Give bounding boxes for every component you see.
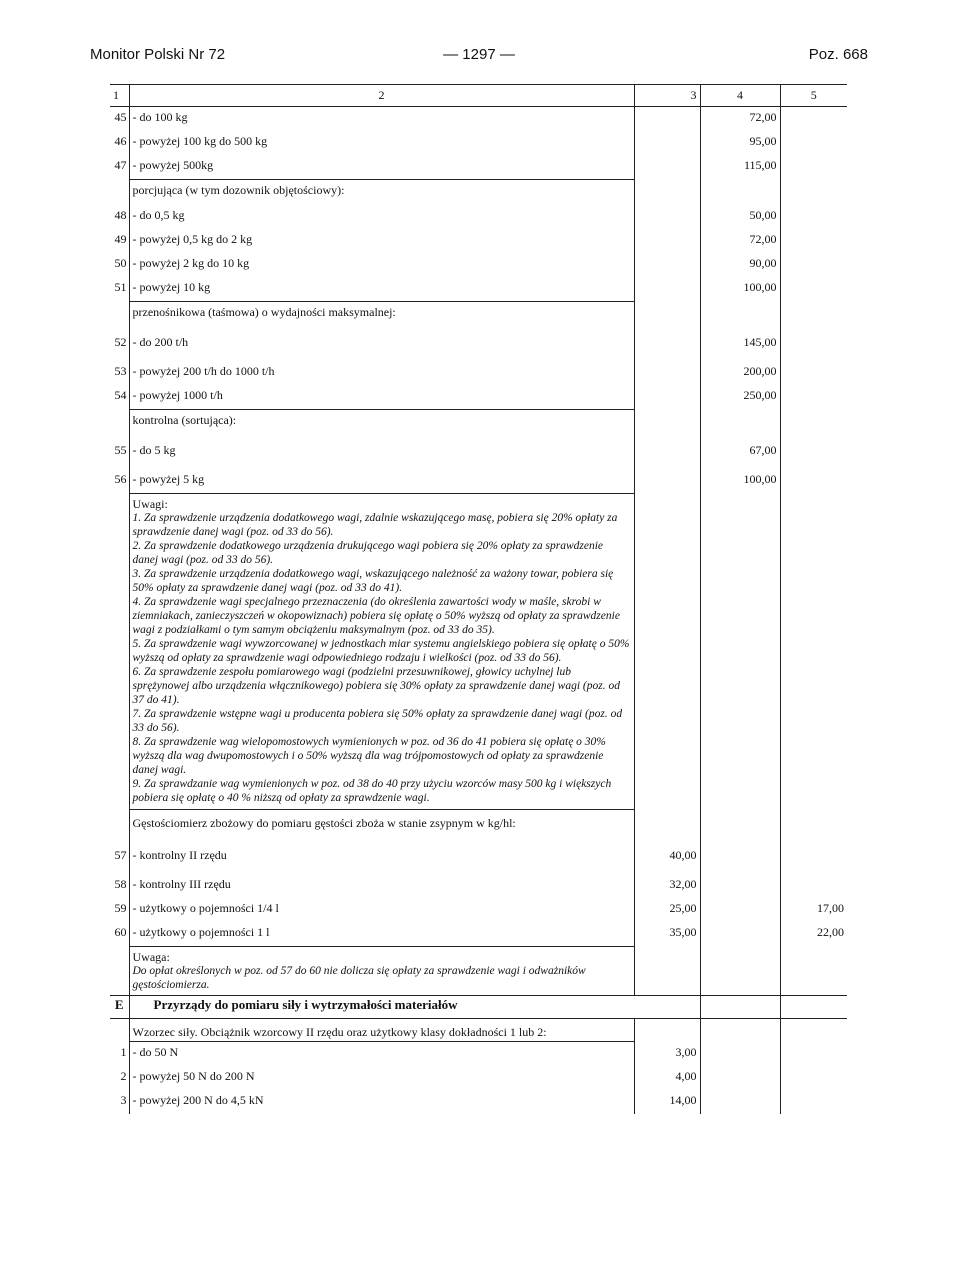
row-fee: 95,00 <box>700 131 780 155</box>
row-description: - powyżej 200 N do 4,5 kN <box>129 1090 634 1114</box>
row-fee: 35,00 <box>634 922 700 947</box>
table-row <box>110 277 847 302</box>
row-description: - powyżej 0,5 kg do 2 kg <box>129 229 634 253</box>
row-number: 56 <box>110 469 129 494</box>
row-description: - powyżej 50 N do 200 N <box>129 1066 634 1090</box>
table-row <box>110 205 847 229</box>
fee-table <box>110 84 847 1114</box>
column-header-4: 4 <box>700 85 780 107</box>
row-number: 52 <box>110 327 129 361</box>
row-number: 48 <box>110 205 129 229</box>
note-item: 6. Za sprawdzenie zespołu pomiarowego wagi (podzielni przesuwnikowej, głowicy uchylnej lub sprężynowej albo urządzenia włącznikowego) pobiera się 30% opłaty za sprawdzenie danej wagi (poz. od 37 do 41). <box>132 666 620 706</box>
table-row <box>110 1042 847 1067</box>
row-fee: 100,00 <box>700 277 780 302</box>
note-item: 1. Za sprawdzenie urządzenia dodatkowego wagi, zdalnie wskazującego masę, pobiera się 20% opłaty za sprawdzenie danej wagi (poz. od 33 do 56). <box>132 512 618 538</box>
row-fee: 3,00 <box>634 1042 700 1067</box>
notes-title: Uwagi: <box>132 497 168 511</box>
row-fee: 4,00 <box>634 1066 700 1090</box>
column-header-3: 3 <box>634 85 700 107</box>
page-header <box>90 46 868 70</box>
row-description: - użytkowy o pojemności 1 l <box>129 922 634 947</box>
row-description: - użytkowy o pojemności 1/4 l <box>129 898 634 922</box>
row-fee: 72,00 <box>700 229 780 253</box>
row-description: - powyżej 100 kg do 500 kg <box>129 131 634 155</box>
group-row <box>110 810 847 841</box>
row-number: 55 <box>110 435 129 469</box>
row-fee: 145,00 <box>700 327 780 361</box>
group-label-kontrolna: kontrolna (sortująca): <box>129 410 634 436</box>
table-row <box>110 469 847 494</box>
note-item: Do opłat określonych w poz. od 57 do 60 nie dolicza się opłaty za sprawdzenie wagi i odważników gęstościomierza. <box>132 965 586 991</box>
row-number: 1 <box>110 1042 129 1067</box>
table-row <box>110 385 847 410</box>
row-fee: 50,00 <box>700 205 780 229</box>
row-fee: 14,00 <box>634 1090 700 1114</box>
table-row <box>110 327 847 361</box>
row-number: 58 <box>110 874 129 898</box>
row-number: 45 <box>110 107 129 132</box>
notes-row <box>110 947 847 996</box>
row-number: 54 <box>110 385 129 410</box>
row-number: 46 <box>110 131 129 155</box>
column-header-2: 2 <box>129 85 634 107</box>
row-description: - do 0,5 kg <box>129 205 634 229</box>
group-row <box>110 410 847 436</box>
notes-row <box>110 494 847 810</box>
row-number: 2 <box>110 1066 129 1090</box>
row-description: - do 5 kg <box>129 435 634 469</box>
table-row <box>110 1090 847 1114</box>
row-fee: 200,00 <box>700 361 780 385</box>
note-item: 5. Za sprawdzenie wagi wywzorcowanej w jednostkach miar systemu angielskiego pobiera się opłatę o 50% wyższą od opłaty za sprawdzenie wagi odpowiedniego rodzaju i wielkości (poz. od 33 do 56). <box>132 638 630 664</box>
row-fee: 250,00 <box>700 385 780 410</box>
section-letter: E <box>110 996 129 1019</box>
row-description: - do 50 N <box>129 1042 634 1067</box>
row-number: 57 <box>110 840 129 874</box>
group-label-gestosciomierz: Gęstościomierz zbożowy do pomiaru gęstości zboża w stanie zsypnym w kg/hl: <box>129 810 634 841</box>
row-description: - powyżej 500kg <box>129 155 634 180</box>
row-fee-col5: 22,00 <box>817 925 844 939</box>
row-fee: 72,00 <box>700 107 780 132</box>
row-fee-col5 <box>780 874 847 898</box>
table-row <box>110 131 847 155</box>
group-label-wzorzec: Wzorzec siły. Obciążnik wzorcowy II rzędu oraz użytkowy klasy dokładności 1 lub 2: <box>129 1019 634 1042</box>
row-fee-col5: 17,00 <box>817 901 844 915</box>
group-label-przenosnikowa: przenośnikowa (taśmowa) o wydajności maksymalnej: <box>129 302 634 328</box>
page-number: — 1297 — <box>443 46 515 63</box>
notes-title: Uwaga: <box>132 950 170 964</box>
row-fee: 100,00 <box>700 469 780 494</box>
position-number: Poz. 668 <box>808 46 868 63</box>
note-item: 3. Za sprawdzenie urządzenia dodatkowego wagi, wskazującego należność za ważony towar, pobiera się 50% opłaty za sprawdzenie danej wagi (poz. od 33 do 41). <box>132 568 614 594</box>
group-row <box>110 302 847 328</box>
row-fee: 25,00 <box>634 898 700 922</box>
table-row <box>110 840 847 874</box>
publication-title: Monitor Polski Nr 72 <box>90 46 226 63</box>
column-header-5: 5 <box>780 85 847 107</box>
notes-block-2 <box>129 947 634 996</box>
row-fee: 67,00 <box>700 435 780 469</box>
note-item: 9. Za sprawdzanie wag wymienionych w poz. od 38 do 40 przy użyciu wzorców masy 500 kg i większych pobiera się opłatę o 40 % niższą od opłaty za sprawdzenie wagi. <box>132 778 612 804</box>
note-item: 8. Za sprawdzenie wag wielopomostowych wymienionych w poz. od 36 do 41 pobiera się opłatę o 30% wyższą dla wag dwupomostowych i o 50% wyższą dla wag trójpomostowych od opłaty za sprawdzenie danej wagi. <box>132 736 606 776</box>
note-item: 7. Za sprawdzenie wstępne wagi u producenta pobiera się 50% opłaty za sprawdzenie danej wagi (poz. od 33 do 56). <box>132 708 623 734</box>
row-description: - powyżej 1000 t/h <box>129 385 634 410</box>
row-number: 49 <box>110 229 129 253</box>
table-row <box>110 435 847 469</box>
row-description: - powyżej 5 kg <box>129 469 634 494</box>
row-fee: 115,00 <box>700 155 780 180</box>
row-fee: 32,00 <box>634 874 700 898</box>
table-row <box>110 253 847 277</box>
column-header-1: 1 <box>110 85 129 107</box>
group-row <box>110 180 847 206</box>
row-fee: 40,00 <box>634 840 700 874</box>
row-number: 59 <box>110 898 129 922</box>
note-item: 4. Za sprawdzenie wagi specjalnego przeznaczenia (do określenia zawartości wody w maśle, skrobi w ziemniakach, zanieczyszczeń w okopowiznach) pobiera się opłatę o 50% wyższą od opłaty za sprawdzenie wagi z podziałkami o tym samym obciążeniu maksymalnym (poz. od 33 do 35). <box>132 596 620 636</box>
table-row <box>110 898 847 922</box>
table-row <box>110 155 847 180</box>
row-number: 47 <box>110 155 129 180</box>
column-header-row <box>110 85 847 107</box>
notes-block <box>129 494 634 810</box>
group-label-porcjujaca: porcjująca (w tym dozownik objętościowy): <box>129 180 634 206</box>
row-description: - powyżej 2 kg do 10 kg <box>129 253 634 277</box>
row-number: 50 <box>110 253 129 277</box>
row-number: 53 <box>110 361 129 385</box>
table-row <box>110 107 847 132</box>
section-header-row <box>110 996 847 1019</box>
row-number: 3 <box>110 1090 129 1114</box>
row-description: - do 100 kg <box>129 107 634 132</box>
table-row <box>110 229 847 253</box>
table-row <box>110 874 847 898</box>
group-row <box>110 1019 847 1042</box>
row-fee-col5 <box>780 840 847 874</box>
row-description: - powyżej 200 t/h do 1000 t/h <box>129 361 634 385</box>
row-fee: 90,00 <box>700 253 780 277</box>
table-row <box>110 922 847 947</box>
row-description: - do 200 t/h <box>129 327 634 361</box>
row-description: - kontrolny III rzędu <box>129 874 634 898</box>
note-item: 2. Za sprawdzenie dodatkowego urządzenia drukującego wagi pobiera się 20% opłaty za sprawdzenie danej wagi (poz. od 33 do 56). <box>132 540 604 566</box>
table-row <box>110 361 847 385</box>
row-description: - powyżej 10 kg <box>129 277 634 302</box>
row-number: 51 <box>110 277 129 302</box>
row-number: 60 <box>110 922 129 947</box>
section-title: Przyrządy do pomiaru siły i wytrzymałości materiałów <box>129 996 634 1019</box>
row-description: - kontrolny II rzędu <box>129 840 634 874</box>
table-row <box>110 1066 847 1090</box>
